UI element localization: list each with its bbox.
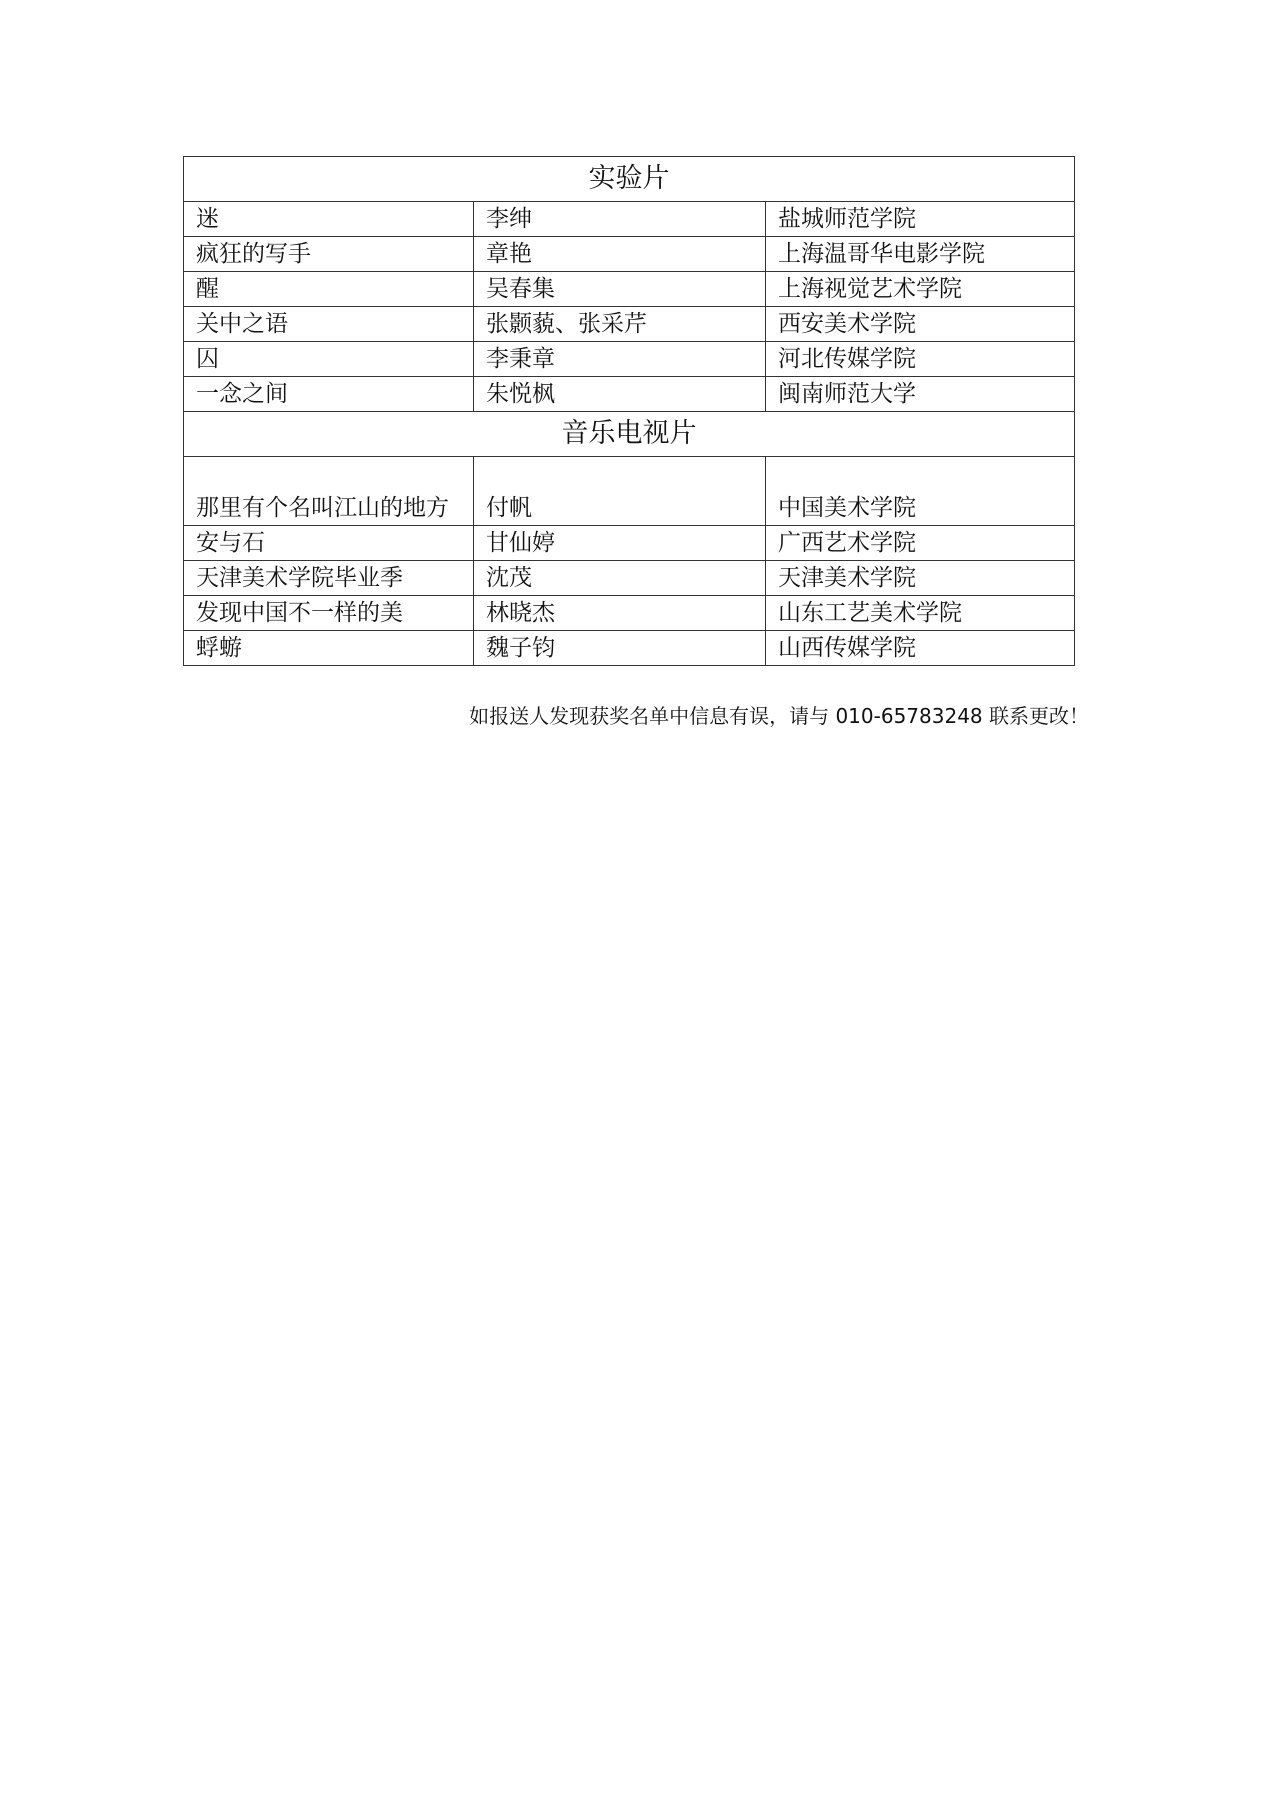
author-cell: 魏子钧 bbox=[474, 631, 766, 666]
author-cell: 李绅 bbox=[474, 202, 766, 237]
work-title-cell: 蜉蝣 bbox=[184, 631, 474, 666]
table-row bbox=[184, 377, 1075, 412]
school-cell: 闽南师范大学 bbox=[766, 377, 1075, 412]
table-row bbox=[184, 342, 1075, 377]
table-row bbox=[184, 272, 1075, 307]
author-cell: 李秉章 bbox=[474, 342, 766, 377]
section-header-row bbox=[184, 412, 1075, 457]
table-row bbox=[184, 526, 1075, 561]
work-title-cell: 发现中国不一样的美 bbox=[184, 596, 474, 631]
school-cell: 西安美术学院 bbox=[766, 307, 1075, 342]
author-cell: 朱悦枫 bbox=[474, 377, 766, 412]
table-row bbox=[184, 631, 1075, 666]
work-title-cell: 醒 bbox=[184, 272, 474, 307]
work-title-cell: 安与石 bbox=[184, 526, 474, 561]
author-cell: 章艳 bbox=[474, 237, 766, 272]
school-cell: 盐城师范学院 bbox=[766, 202, 1075, 237]
author-cell: 甘仙婷 bbox=[474, 526, 766, 561]
work-title-cell: 迷 bbox=[184, 202, 474, 237]
school-cell: 山西传媒学院 bbox=[766, 631, 1075, 666]
table-row bbox=[184, 237, 1075, 272]
school-cell: 天津美术学院 bbox=[766, 561, 1075, 596]
school-cell: 河北传媒学院 bbox=[766, 342, 1075, 377]
school-cell: 上海视觉艺术学院 bbox=[766, 272, 1075, 307]
table-row bbox=[184, 202, 1075, 237]
school-cell: 广西艺术学院 bbox=[766, 526, 1075, 561]
work-title-cell: 天津美术学院毕业季 bbox=[184, 561, 474, 596]
work-title-cell: 囚 bbox=[184, 342, 474, 377]
author-cell: 吴春集 bbox=[474, 272, 766, 307]
table-row bbox=[184, 561, 1075, 596]
author-cell: 张颢藐、张采芹 bbox=[474, 307, 766, 342]
author-cell: 林晓杰 bbox=[474, 596, 766, 631]
section-header-row bbox=[184, 157, 1075, 202]
author-cell: 沈茂 bbox=[474, 561, 766, 596]
author-cell: 付帆 bbox=[474, 457, 766, 526]
table-row bbox=[184, 596, 1075, 631]
work-title-cell: 疯狂的写手 bbox=[184, 237, 474, 272]
section-title: 实验片 bbox=[184, 157, 1075, 202]
school-cell: 山东工艺美术学院 bbox=[766, 596, 1075, 631]
award-list-table bbox=[183, 156, 1075, 666]
section-title: 音乐电视片 bbox=[184, 412, 1075, 457]
award-list-body bbox=[184, 157, 1075, 666]
school-cell: 中国美术学院 bbox=[766, 457, 1075, 526]
school-cell: 上海温哥华电影学院 bbox=[766, 237, 1075, 272]
work-title-cell: 关中之语 bbox=[184, 307, 474, 342]
contact-note: 如报送人发现获奖名单中信息有误，请与 010-65783248 联系更改！ bbox=[469, 704, 1089, 728]
work-title-cell: 一念之间 bbox=[184, 377, 474, 412]
table-row bbox=[184, 307, 1075, 342]
work-title-cell: 那里有个名叫江山的地方 bbox=[184, 457, 474, 526]
table-row bbox=[184, 457, 1075, 526]
